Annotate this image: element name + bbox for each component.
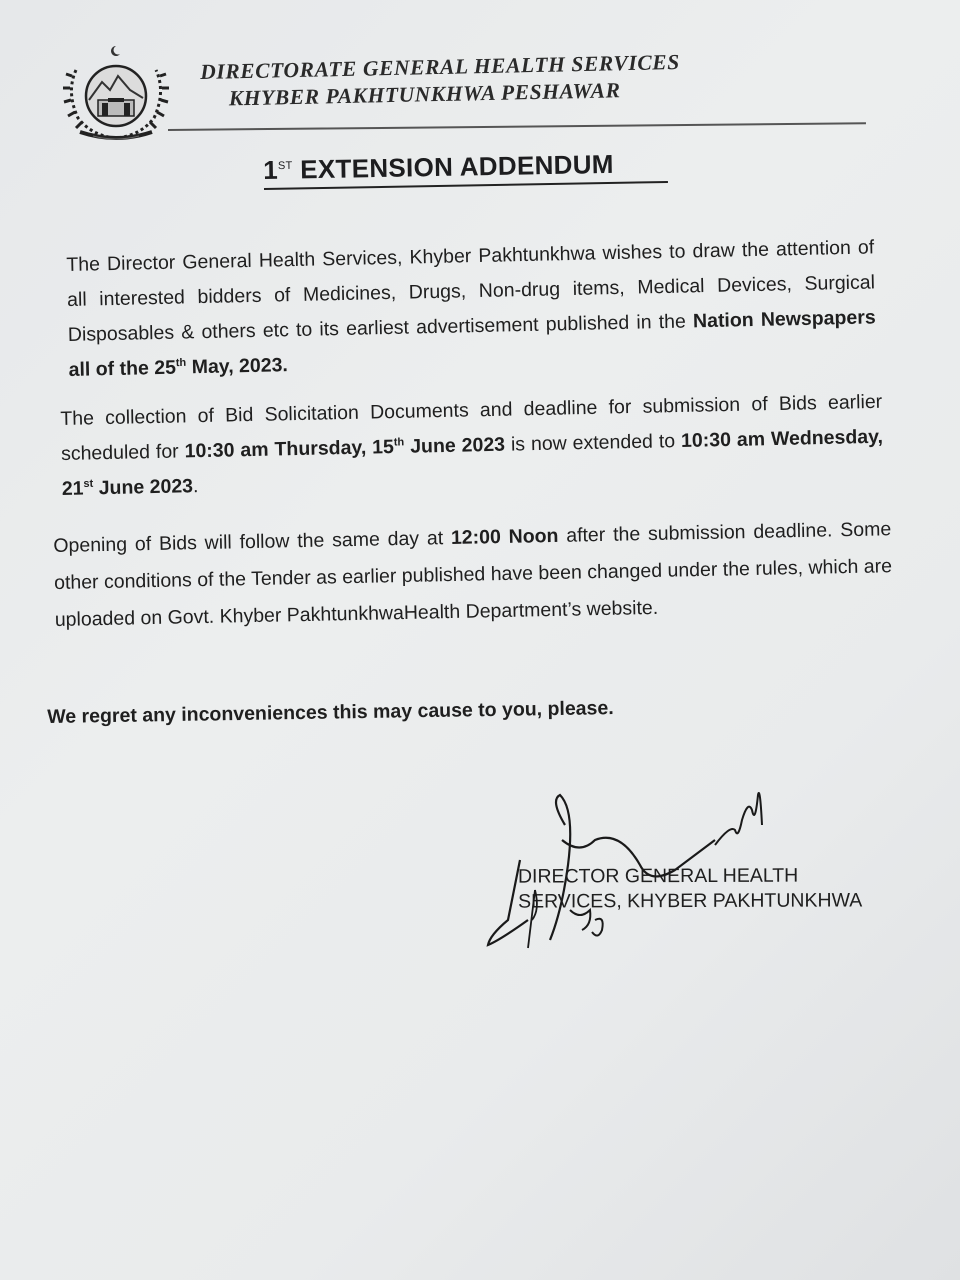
kp-government-emblem [58, 40, 174, 144]
extension-connector: is now extended to [504, 430, 682, 456]
document-title [263, 149, 614, 186]
extension-text: The collection of Bid Solicitation Documents and deadline for submission of Bids earlier scheduled for [60, 390, 883, 465]
old-deadline: 10:30 am Thursday, 15 [184, 436, 395, 463]
old-deadline-month: June 2023 [404, 433, 506, 458]
intro-text: The Director General Health Services, Khyber Pakhtunkhwa wishes to draw the attention of all interested bidders of Medicines, Drugs, Non-drug items, Medical Devices, Surgical Disposables & others etc to its earliest advertisement published in the [66, 236, 876, 346]
title-text: EXTENSION ADDENDUM [299, 148, 615, 185]
header-line-2: KHYBER PAKHTUNKHWA PESHAWAR [228, 78, 621, 111]
date-ordinal: th [175, 356, 187, 370]
new-deadline: 10:30 am Wednesday, 21 [61, 425, 884, 500]
regret-statement: We regret any inconveniences this may cause to you, please. [47, 697, 614, 728]
extension-period: . [192, 475, 199, 498]
paragraph-extension [60, 385, 884, 507]
opening-time: 12:00 Noon [450, 524, 559, 550]
advert-date: May, 2023. [186, 354, 289, 379]
opening-text: Opening of Bids will follow the same day at [53, 527, 452, 557]
opening-rest: after the submission deadline. Some other conditions of the Tender as earlier published have been changed under the rules, which are uploaded on Govt. Khyber PakhtunkhwaHealth Department’s website. [53, 518, 893, 631]
title-ordinal: ST [277, 159, 293, 173]
signatory-line-1: DIRECTOR GENERAL HEALTH [517, 864, 799, 888]
header-divider [168, 122, 866, 130]
new-deadline-month: June 2023 [93, 475, 194, 500]
title-number: 1 [263, 154, 279, 185]
directorate-header [200, 50, 681, 112]
new-deadline-ordinal: st [83, 477, 94, 491]
paragraph-opening [53, 511, 893, 639]
signatory-line-2: SERVICES, KHYBER PAKHTUNKHWA [518, 889, 863, 913]
handwritten-signature [480, 770, 800, 970]
newspaper-name: Nation Newspapers all of the 25 [68, 306, 876, 381]
old-deadline-ordinal: th [393, 436, 405, 449]
paragraph-intro [66, 230, 877, 388]
header-line-1: DIRECTORATE GENERAL HEALTH SERVICES [200, 49, 681, 84]
